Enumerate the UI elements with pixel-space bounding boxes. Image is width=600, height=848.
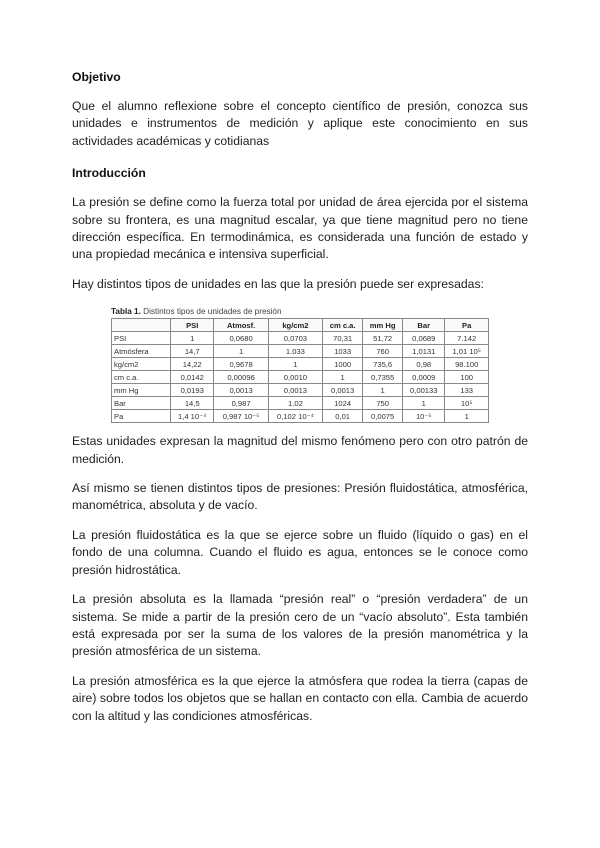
table-cell: 51,72 — [363, 332, 403, 345]
table-cell: 1 — [363, 384, 403, 397]
table-cell: 70,31 — [323, 332, 363, 345]
table-cell: 0,00133 — [403, 384, 445, 397]
table-cell: Atmósfera — [112, 345, 171, 358]
table-header-cell: Pa — [445, 319, 489, 332]
heading-introduccion: Introducción — [72, 166, 146, 181]
document-content — [72, 70, 528, 737]
table-cell: 0,0013 — [214, 384, 268, 397]
table-cell: 0,987 10⁻⁵ — [214, 410, 268, 423]
table-cell: 750 — [363, 397, 403, 410]
paragraph-tipos-unidades: Hay distintos tipos de unidades en las que la presión puede ser expresadas: — [72, 276, 484, 291]
paragraph-magnitud: Estas unidades expresan la magnitud del mismo fenómeno pero con otro patrón de medición. — [72, 434, 528, 466]
table-row — [112, 410, 489, 423]
heading-objetivo: Objetivo — [72, 70, 121, 84]
table-cell: Bar — [112, 397, 171, 410]
table-row — [112, 345, 489, 358]
table-cell: 10⁻⁵ — [403, 410, 445, 423]
table-cell: 0,0193 — [171, 384, 214, 397]
table-cell: 1,4 10⁻⁴ — [171, 410, 214, 423]
table-header-cell: Atmosf. — [214, 319, 268, 332]
table-cell: 760 — [363, 345, 403, 358]
table-cell: 0,0013 — [268, 384, 322, 397]
table-cell: 100 — [445, 371, 489, 384]
paragraph-objetivo: Que el alumno reflexione sobre el concepto científico de presión, conozca sus unidades e instrumentos de medición y aplique este conocimiento en sus actividades académicas y cotidianas — [72, 99, 528, 148]
table-cell: Pa — [112, 410, 171, 423]
table-cell: 0,102 10⁻⁴ — [268, 410, 322, 423]
table-cell: 0,0142 — [171, 371, 214, 384]
table-row — [112, 371, 489, 384]
table-cell: kg/cm2 — [112, 358, 171, 371]
table-cell: 1033 — [323, 345, 363, 358]
table-caption-text: Distintos tipos de unidades de presión — [143, 307, 282, 317]
table-cell: 1 — [403, 397, 445, 410]
table-header-cell: cm c.a. — [323, 319, 363, 332]
paragraph-fluidostatica: La presión fluidostática es la que se ejerce sobre un fluido (líquido o gas) en el fondo de una columna. Cuando el fluido es agua, entonces se le conoce como presión hidrostática. — [72, 527, 528, 577]
paragraph-definicion: La presión se define como la fuerza total por unidad de área ejercida por el sistema sobre su frontera, es una magnitud escalar, ya que tiene magnitud pero no tiene dirección específica. En termodinámica, es considerada una función de estado y una propiedad mecánica e intensiva superficial. — [72, 195, 528, 262]
table-cell: 0,7355 — [363, 371, 403, 384]
paragraph-atmosferica: La presión atmosférica es la que ejerce la atmósfera que rodea la tierra (capas de aire) sobre todos los objetos que se hallan en contacto con ella. Cambia de acuerdo con la altitud y las condiciones atmosféricas. — [72, 673, 528, 723]
table-cell: 0,0703 — [268, 332, 322, 345]
table-header-cell: mm Hg — [363, 319, 403, 332]
table-cell: 1.02 — [268, 397, 322, 410]
table-caption — [111, 307, 489, 316]
table-cell: 1 — [268, 358, 322, 371]
table-cell: 0,98 — [403, 358, 445, 371]
table-cell: mm Hg — [112, 384, 171, 397]
table-cell: 1.033 — [268, 345, 322, 358]
table-cell: 1000 — [323, 358, 363, 371]
table-cell: 735,6 — [363, 358, 403, 371]
table-cell: 0,9678 — [214, 358, 268, 371]
table-cell: 0,01 — [323, 410, 363, 423]
table-cell: 1 — [323, 371, 363, 384]
table-cell: 1 — [214, 345, 268, 358]
table-header-cell — [112, 319, 171, 332]
table-cell: 0,0010 — [268, 371, 322, 384]
table-cell: 14,5 — [171, 397, 214, 410]
table-row — [112, 397, 489, 410]
table-cell: 1 — [171, 332, 214, 345]
table-cell: 14,7 — [171, 345, 214, 358]
table-cell: 0,0009 — [403, 371, 445, 384]
table-cell: 0,0680 — [214, 332, 268, 345]
table-cell: PSI — [112, 332, 171, 345]
table-cell: 133 — [445, 384, 489, 397]
table-cell: 1024 — [323, 397, 363, 410]
table-row — [112, 332, 489, 345]
paragraph-tipos-presiones: Así mismo se tienen distintos tipos de presiones: Presión fluidostática, atmosférica, manométrica, absoluta y de vacío. — [72, 481, 528, 513]
table-caption-label: Tabla 1. — [111, 307, 141, 317]
table-cell: cm c.a. — [112, 371, 171, 384]
table-row — [112, 384, 489, 397]
paragraph-absoluta: La presión absoluta es la llamada “presión real” o “presión verdadera” de un sistema. Se mide a partir de la presión cero de un “vacío absoluto”. Esta también está expresada por ser la suma de los valores de la presión manométrica y la presión atmosférica de un sistema. — [72, 592, 528, 659]
table-header-cell: kg/cm2 — [268, 319, 322, 332]
table-cell: 1,01 10⁵ — [445, 345, 489, 358]
table-cell: 0,0689 — [403, 332, 445, 345]
table-cell: 0,0013 — [323, 384, 363, 397]
table-header-row — [112, 319, 489, 332]
table-cell: 0,987 — [214, 397, 268, 410]
table-cell: 14,22 — [171, 358, 214, 371]
table-cell: 98.100 — [445, 358, 489, 371]
table-cell: 0,00096 — [214, 371, 268, 384]
units-table — [111, 318, 489, 423]
table-header-cell: Bar — [403, 319, 445, 332]
table-cell: 1,0131 — [403, 345, 445, 358]
units-table-figure — [111, 307, 489, 423]
table-cell: 1 — [445, 410, 489, 423]
table-header-cell: PSI — [171, 319, 214, 332]
table-row — [112, 358, 489, 371]
table-cell: 0,0075 — [363, 410, 403, 423]
table-cell: 7.142 — [445, 332, 489, 345]
table-cell: 10⁵ — [445, 397, 489, 410]
